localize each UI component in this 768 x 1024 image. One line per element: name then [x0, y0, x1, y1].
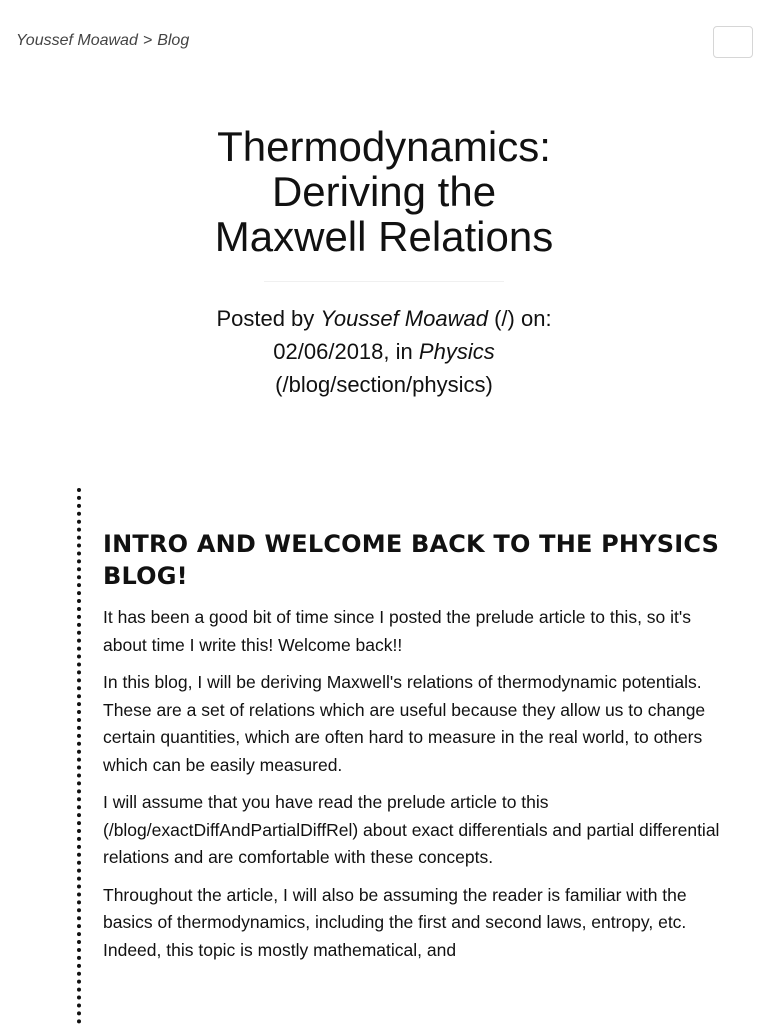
in-label: in: [395, 339, 413, 364]
prelude-article-link[interactable]: (/blog/exactDiffAndPartialDiffRel): [103, 819, 359, 840]
section-link-url: (/blog/section/physics): [275, 372, 493, 397]
title-line: Deriving the: [271, 168, 497, 215]
title-divider: [264, 281, 504, 282]
title-line: Maxwell Relations: [214, 213, 554, 260]
paragraph: [103, 789, 733, 872]
section-link[interactable]: Physics: [418, 339, 495, 364]
title-line: Thermodynamics:: [217, 123, 551, 170]
breadcrumb-home-link[interactable]: Youssef Moawad: [16, 32, 138, 49]
breadcrumb: [16, 32, 189, 50]
section-heading: INTRO AND WELCOME BACK TO THE PHYSICS BLOG!: [103, 530, 720, 590]
post-date: 02/06/2018,: [273, 339, 390, 364]
breadcrumb-current-link[interactable]: Blog: [157, 32, 190, 49]
post-meta: [194, 302, 574, 401]
on-label: on:: [520, 306, 552, 331]
article-body: [77, 488, 737, 1024]
breadcrumb-separator: >: [142, 32, 153, 49]
paragraph: Throughout the article, I will also be assuming the reader is familiar with the basics of thermodynamics, including the first and second laws, entropy, etc. Indeed, this topic is mostly mathematical, and: [103, 884, 687, 960]
post-header: [0, 124, 768, 401]
author-link-url: (/): [494, 306, 515, 331]
author-link[interactable]: Youssef Moawad: [320, 306, 488, 331]
paragraph-text: I will assume that you have read the prelude article to this: [103, 792, 549, 812]
paragraph: It has been a good bit of time since I posted the prelude article to this, so it's about time I write this! Welcome back!!: [103, 607, 691, 655]
page-title: [124, 124, 644, 259]
paragraph: In this blog, I will be deriving Maxwell's relations of thermodynamic potentials. These are a set of relations which are useful because they allow us to change certain quantities, which are often hard to measure in the real world, to others which can be easily measured.: [103, 672, 706, 775]
paragraph-text: about exact differentials and partial differential relations and are comfortable with these concepts.: [103, 819, 720, 867]
menu-button[interactable]: [713, 26, 753, 58]
top-bar: [0, 0, 768, 80]
posted-by-label: Posted by: [216, 306, 315, 331]
